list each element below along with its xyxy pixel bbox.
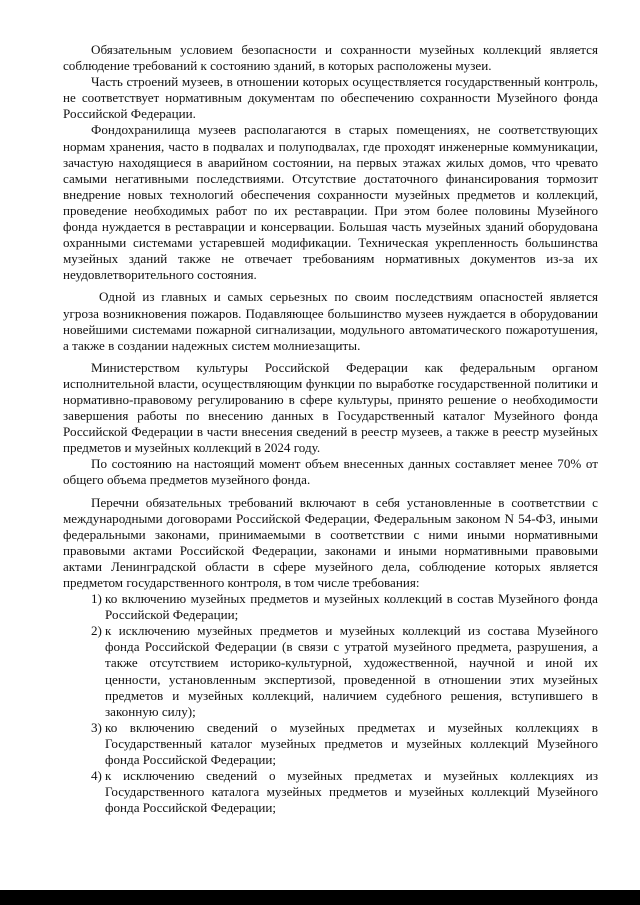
requirements-list <box>63 591 598 816</box>
list-item <box>63 720 598 768</box>
scan-border-bar <box>0 890 640 905</box>
paragraph-requirements-intro: Перечни обязательных требований включают в себя установленные в соответствии с международными договорами Российской Федерации, Федеральным законом N 54-ФЗ, иными федеральными законами, принимаемыми в соответствии с ними иными нормативными правовыми актами Российской Федерации, законами и иными нормативными правовыми актами Ленинградской области в сфере музейного дела, соблюдение которых является предметом государственного контроля, в том числе требования: <box>63 494 598 590</box>
list-item-text: ко включению музейных предметов и музейных коллекций в состав Музейного фонда Российской Федерации; <box>105 591 598 623</box>
list-item <box>63 768 598 816</box>
list-item-number: 3) <box>91 719 102 735</box>
list-item-number: 1) <box>91 591 102 607</box>
paragraph-storage-facilities: Фондохранилища музеев располагаются в старых помещениях, не соответствующих нормам хранения, часто в подвалах и полуподвалах, где проходят инженерные коммуникации, зачастую находящиеся в аварийном состоянии, на первых этажах жилых домов, что чревато самыми негативными последствиями. Отсутствие достаточного финансирования тормозит внедрение новых технологий обеспечения сохранности музейных предметов и коллекций, проведение необходимых работ по их реставрации. При этом более половины Музейного фонда нуждается в реставрации и консервации. Большая часть музейных зданий оборудована охранными системами устаревшей модификации. Техническая укрепленность большинства музейных зданий также не отвечает требованиям нормативных документов из-за их неудовлетворительного состояния. <box>63 122 598 283</box>
list-item-number: 2) <box>91 623 102 639</box>
list-item <box>63 623 598 720</box>
paragraph-state-control: Часть строений музеев, в отношении которых осуществляется государственный контроль, не соответствует нормативным документам по обеспечению сохранности Музейного фонда Российской Федерации. <box>63 74 598 122</box>
list-item-text: ко включению сведений о музейных предметах и музейных коллекциях в Государственный каталог музейных предметов и музейных коллекций Музейного фонда Российской Федерации; <box>105 719 598 768</box>
list-item <box>63 591 598 623</box>
list-item-number: 4) <box>91 768 102 784</box>
paragraph-building-requirements: Обязательным условием безопасности и сохранности музейных коллекций является соблюдение требований к состоянию зданий, в которых расположены музеи. <box>63 42 598 74</box>
list-item-text: к исключению музейных предметов и музейных коллекций из состава Музейного фонда Российской Федерации (в связи с утратой музейного предмета, разрушения, а также отсутствием историко-культурной, художественной, научной и иной их ценности, установленным экспертизой, проведенной в отношении этих музейных предметов и музейных коллекций, наличием судебного решения, вступившего в законную силу); <box>105 623 598 719</box>
document-page <box>63 42 598 816</box>
paragraph-data-volume: По состоянию на настоящий момент объем внесенных данных составляет менее 70% от общего объема предметов музейного фонда. <box>63 456 598 488</box>
paragraph-ministry-decision: Министерством культуры Российской Федерации как федеральным органом исполнительной власти, осуществляющим функции по выработке государственной политики и нормативно-правовому регулированию в сфере культуры, принято решение о необходимости завершения работы по внесению данных в Государственный каталог Музейного фонда Российской Федерации в части внесения сведений в реестр музеев, а также в реестр музейных предметов и музейных коллекций в 2024 году. <box>63 359 598 456</box>
paragraph-fire-danger: Одной из главных и самых серьезных по своим последствиям опасностей является угроза возникновения пожаров. Подавляющее большинство музеев нуждается в оборудовании новейшими системами пожарной сигнализации, модульного автоматического пожаротушения, а также в создании надежных систем молниезащиты. <box>63 289 598 353</box>
list-item-text: к исключению сведений о музейных предметах и музейных коллекциях из Государственного каталога музейных предметов и музейных коллекций Музейного фонда Российской Федерации; <box>105 768 598 816</box>
